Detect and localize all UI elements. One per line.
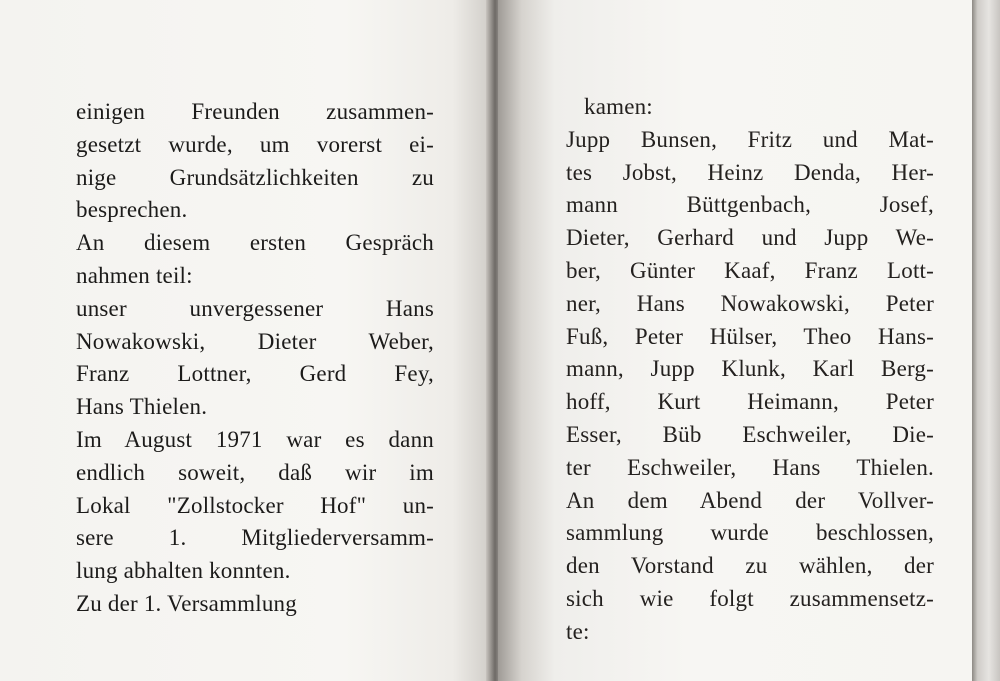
text-line: kamen:: [584, 94, 653, 119]
text-line: besprechen.: [76, 197, 188, 223]
text-line: Dieter, Gerhard und Jupp We-: [566, 225, 934, 251]
left-page: [0, 0, 492, 681]
text-line: ter Eschweiler, Hans Thielen.: [566, 454, 934, 480]
text-line: Jupp Bunsen, Fritz und Mat-: [566, 126, 934, 152]
text-line: sammlung wurde beschlossen,: [566, 520, 934, 546]
text-line: ber, Günter Kaaf, Franz Lott-: [566, 257, 934, 283]
text-line: den Vorstand zu wählen, der: [566, 553, 934, 579]
text-line: sich wie folgt zusammensetz-: [566, 585, 934, 611]
right-page-text: [566, 91, 934, 649]
text-line: Franz Lottner, Gerd Fey,: [76, 361, 434, 387]
text-line: hoff, Kurt Heimann, Peter: [566, 389, 934, 415]
text-line: gesetzt wurde, um vorerst ei-: [76, 131, 434, 157]
text-line: Fuß, Peter Hülser, Theo Hans-: [566, 323, 934, 349]
text-line: Zu der 1. Versammlung: [76, 590, 297, 616]
text-line: endlich soweit, daß wir im: [76, 459, 434, 485]
text-line: tes Jobst, Heinz Denda, Her-: [566, 159, 934, 185]
text-line: ner, Hans Nowakowski, Peter: [566, 290, 934, 316]
text-line: nige Grundsätzlichkeiten zu: [76, 164, 434, 190]
text-line: Nowakowski, Dieter Weber,: [76, 328, 434, 354]
text-line: sere 1. Mitgliederversamm-: [76, 525, 434, 551]
text-line: mann Büttgenbach, Josef,: [566, 192, 934, 218]
text-line: nahmen teil:: [76, 262, 193, 288]
text-line: lung abhalten konnten.: [76, 558, 291, 584]
text-line: Im August 1971 war es dann: [76, 426, 434, 452]
text-line: mann, Jupp Klunk, Karl Berg-: [566, 356, 934, 382]
text-line: An dem Abend der Vollver-: [566, 487, 934, 513]
text-line: te:: [566, 618, 590, 644]
text-line: An diesem ersten Gespräch: [76, 230, 434, 256]
text-line: unser unvergessener Hans: [76, 295, 434, 321]
page-edge-shadow: [972, 0, 1000, 681]
text-line: einigen Freunden zusammen-: [76, 99, 434, 124]
left-page-text: [76, 96, 434, 621]
text-line: Esser, Büb Eschweiler, Die-: [566, 421, 934, 447]
text-line: Hans Thielen.: [76, 394, 208, 420]
text-line: Lokal "Zollstocker Hof" un-: [76, 492, 434, 518]
